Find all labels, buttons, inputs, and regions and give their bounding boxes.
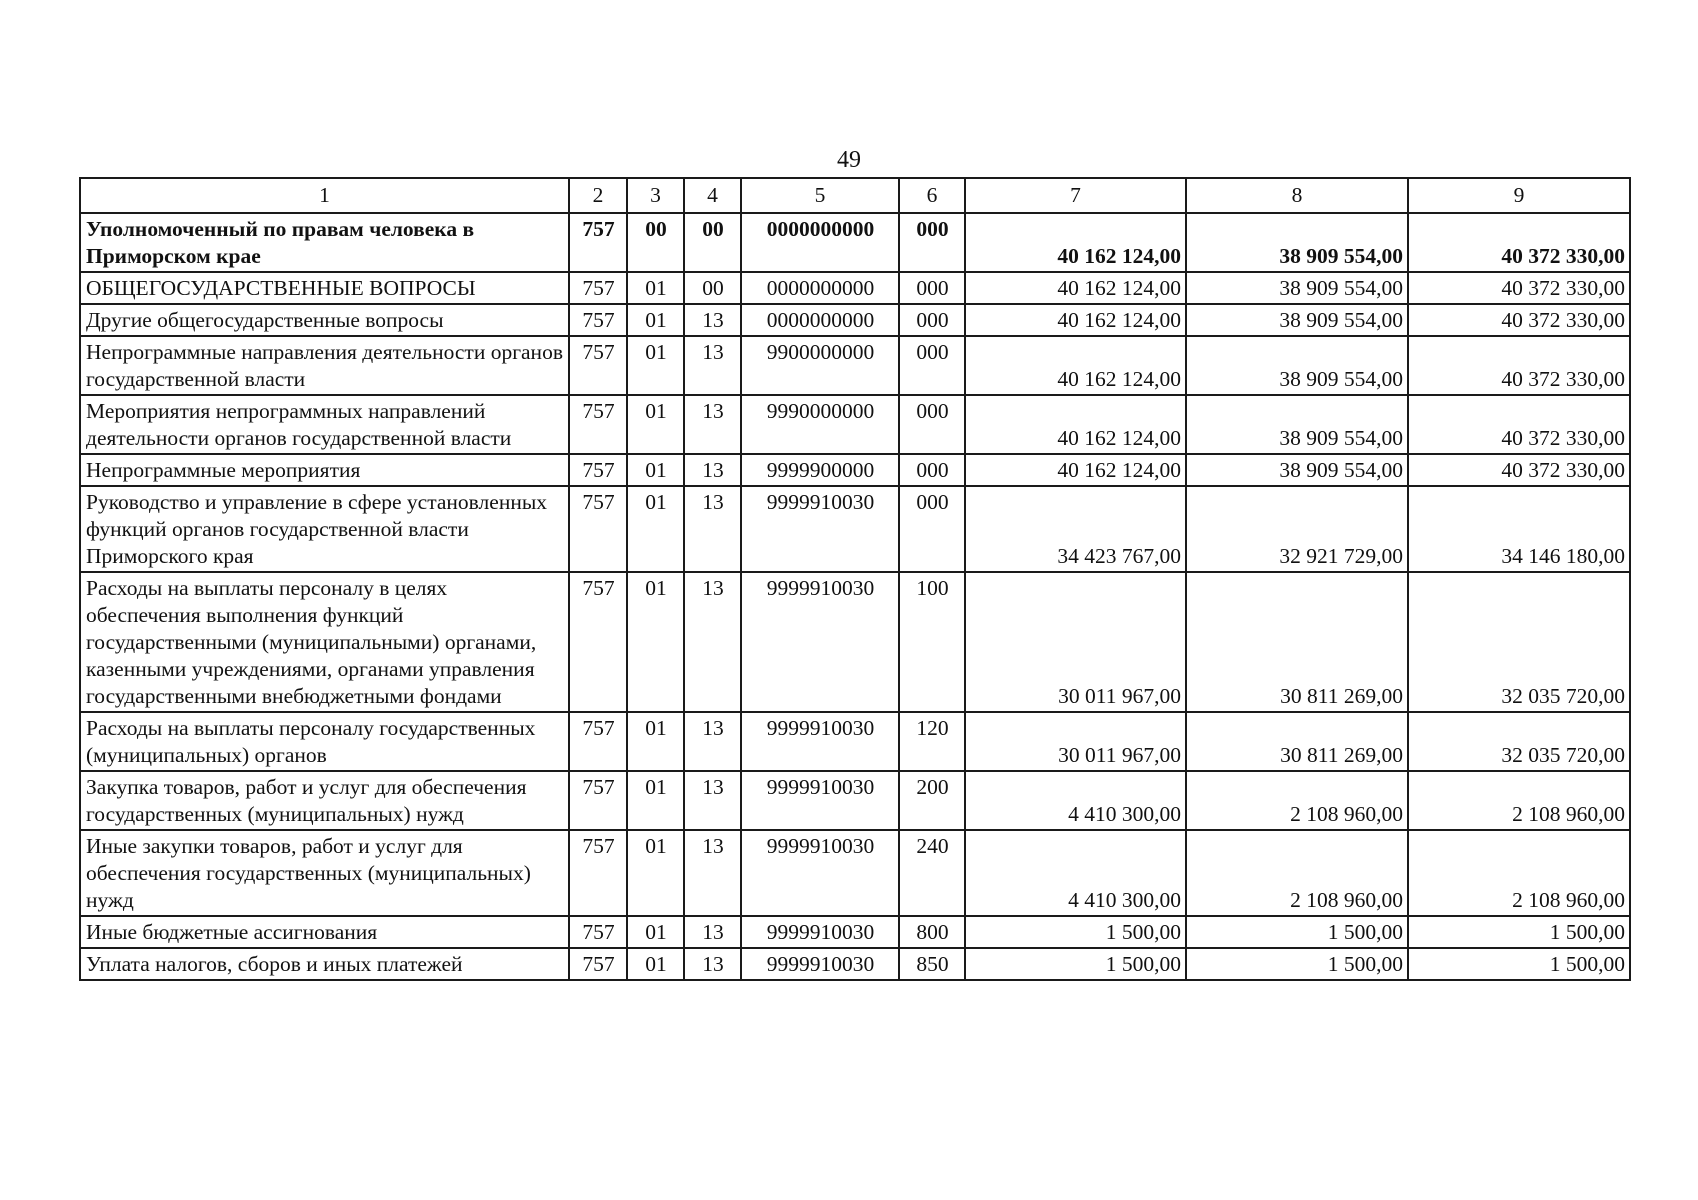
table-row <box>80 486 1630 572</box>
item-name-cell: Непрограммные мероприятия <box>80 454 569 486</box>
table-row <box>80 948 1630 980</box>
ministry-code-cell: 757 <box>569 213 627 272</box>
amount-column-9-cell: 40 372 330,00 <box>1408 395 1630 454</box>
table-row <box>80 304 1630 336</box>
target-article-cell: 9990000000 <box>741 395 899 454</box>
subsection-code-cell: 00 <box>684 213 741 272</box>
target-article-cell: 9999910030 <box>741 572 899 712</box>
item-name-cell: Иные закупки товаров, работ и услуг для обеспечения государственных (муниципальных) нужд <box>80 830 569 916</box>
section-code-cell: 01 <box>627 304 684 336</box>
expense-type-cell: 200 <box>899 771 965 830</box>
column-header: 1 <box>80 178 569 213</box>
section-code-cell: 00 <box>627 213 684 272</box>
subsection-code-cell: 00 <box>684 272 741 304</box>
expense-type-cell: 850 <box>899 948 965 980</box>
amount-column-8-cell: 1 500,00 <box>1186 948 1408 980</box>
subsection-code-cell: 13 <box>684 948 741 980</box>
amount-column-7-cell: 40 162 124,00 <box>965 213 1186 272</box>
amount-column-7-cell: 40 162 124,00 <box>965 304 1186 336</box>
table-row <box>80 272 1630 304</box>
item-name-cell: Расходы на выплаты персоналу государственных (муниципальных) органов <box>80 712 569 771</box>
amount-column-8-cell: 30 811 269,00 <box>1186 572 1408 712</box>
subsection-code-cell: 13 <box>684 916 741 948</box>
subsection-code-cell: 13 <box>684 572 741 712</box>
target-article-cell: 9999910030 <box>741 916 899 948</box>
section-code-cell: 01 <box>627 454 684 486</box>
ministry-code-cell: 757 <box>569 830 627 916</box>
table-row <box>80 213 1630 272</box>
target-article-cell: 0000000000 <box>741 304 899 336</box>
table-row <box>80 395 1630 454</box>
amount-column-7-cell: 30 011 967,00 <box>965 712 1186 771</box>
amount-column-7-cell: 4 410 300,00 <box>965 830 1186 916</box>
expense-type-cell: 000 <box>899 395 965 454</box>
column-header-row <box>80 178 1630 213</box>
target-article-cell: 0000000000 <box>741 213 899 272</box>
amount-column-7-cell: 40 162 124,00 <box>965 336 1186 395</box>
expense-type-cell: 100 <box>899 572 965 712</box>
item-name-cell: Другие общегосударственные вопросы <box>80 304 569 336</box>
amount-column-8-cell: 2 108 960,00 <box>1186 830 1408 916</box>
ministry-code-cell: 757 <box>569 486 627 572</box>
amount-column-8-cell: 32 921 729,00 <box>1186 486 1408 572</box>
subsection-code-cell: 13 <box>684 830 741 916</box>
ministry-code-cell: 757 <box>569 336 627 395</box>
ministry-code-cell: 757 <box>569 916 627 948</box>
item-name-cell: Уполномоченный по правам человека в Приморском крае <box>80 213 569 272</box>
section-code-cell: 01 <box>627 771 684 830</box>
expense-type-cell: 000 <box>899 486 965 572</box>
amount-column-9-cell: 32 035 720,00 <box>1408 572 1630 712</box>
amount-column-7-cell: 40 162 124,00 <box>965 272 1186 304</box>
subsection-code-cell: 13 <box>684 395 741 454</box>
table-row <box>80 916 1630 948</box>
amount-column-9-cell: 40 372 330,00 <box>1408 304 1630 336</box>
page-number: 49 <box>837 147 861 173</box>
table-row <box>80 712 1630 771</box>
amount-column-8-cell: 38 909 554,00 <box>1186 272 1408 304</box>
target-article-cell: 9999910030 <box>741 830 899 916</box>
amount-column-8-cell: 38 909 554,00 <box>1186 395 1408 454</box>
amount-column-8-cell: 38 909 554,00 <box>1186 213 1408 272</box>
subsection-code-cell: 13 <box>684 336 741 395</box>
table-row <box>80 336 1630 395</box>
target-article-cell: 9999910030 <box>741 948 899 980</box>
item-name-cell: ОБЩЕГОСУДАРСТВЕННЫЕ ВОПРОСЫ <box>80 272 569 304</box>
target-article-cell: 9999910030 <box>741 712 899 771</box>
item-name-cell: Закупка товаров, работ и услуг для обеспечения государственных (муниципальных) нужд <box>80 771 569 830</box>
item-name-cell: Мероприятия непрограммных направлений деятельности органов государственной власти <box>80 395 569 454</box>
amount-column-7-cell: 40 162 124,00 <box>965 454 1186 486</box>
amount-column-7-cell: 1 500,00 <box>965 916 1186 948</box>
amount-column-9-cell: 40 372 330,00 <box>1408 336 1630 395</box>
amount-column-9-cell: 32 035 720,00 <box>1408 712 1630 771</box>
expense-type-cell: 000 <box>899 304 965 336</box>
section-code-cell: 01 <box>627 272 684 304</box>
column-header: 6 <box>899 178 965 213</box>
expense-type-cell: 240 <box>899 830 965 916</box>
amount-column-9-cell: 1 500,00 <box>1408 916 1630 948</box>
subsection-code-cell: 13 <box>684 712 741 771</box>
expense-type-cell: 000 <box>899 213 965 272</box>
table-body <box>80 178 1630 980</box>
expense-type-cell: 000 <box>899 454 965 486</box>
amount-column-8-cell: 1 500,00 <box>1186 916 1408 948</box>
amount-column-9-cell: 2 108 960,00 <box>1408 771 1630 830</box>
budget-table <box>79 177 1631 981</box>
ministry-code-cell: 757 <box>569 572 627 712</box>
ministry-code-cell: 757 <box>569 272 627 304</box>
amount-column-9-cell: 40 372 330,00 <box>1408 272 1630 304</box>
expense-type-cell: 800 <box>899 916 965 948</box>
ministry-code-cell: 757 <box>569 304 627 336</box>
amount-column-8-cell: 38 909 554,00 <box>1186 304 1408 336</box>
table-row <box>80 572 1630 712</box>
amount-column-9-cell: 34 146 180,00 <box>1408 486 1630 572</box>
table-row <box>80 771 1630 830</box>
amount-column-8-cell: 38 909 554,00 <box>1186 336 1408 395</box>
column-header: 2 <box>569 178 627 213</box>
amount-column-8-cell: 2 108 960,00 <box>1186 771 1408 830</box>
section-code-cell: 01 <box>627 830 684 916</box>
column-header: 9 <box>1408 178 1630 213</box>
section-code-cell: 01 <box>627 572 684 712</box>
amount-column-9-cell: 40 372 330,00 <box>1408 454 1630 486</box>
subsection-code-cell: 13 <box>684 486 741 572</box>
item-name-cell: Непрограммные направления деятельности органов государственной власти <box>80 336 569 395</box>
column-header: 5 <box>741 178 899 213</box>
subsection-code-cell: 13 <box>684 454 741 486</box>
amount-column-7-cell: 4 410 300,00 <box>965 771 1186 830</box>
section-code-cell: 01 <box>627 712 684 771</box>
amount-column-9-cell: 40 372 330,00 <box>1408 213 1630 272</box>
column-header: 4 <box>684 178 741 213</box>
section-code-cell: 01 <box>627 486 684 572</box>
table-row <box>80 454 1630 486</box>
section-code-cell: 01 <box>627 916 684 948</box>
subsection-code-cell: 13 <box>684 304 741 336</box>
section-code-cell: 01 <box>627 948 684 980</box>
target-article-cell: 9999910030 <box>741 771 899 830</box>
item-name-cell: Руководство и управление в сфере установленных функций органов государственной власти Приморского края <box>80 486 569 572</box>
item-name-cell: Расходы на выплаты персоналу в целях обеспечения выполнения функций государственными (муниципальными) органами, казенными учреждениями, органами управления государственными внебюджетными фондами <box>80 572 569 712</box>
item-name-cell: Иные бюджетные ассигнования <box>80 916 569 948</box>
column-header: 3 <box>627 178 684 213</box>
ministry-code-cell: 757 <box>569 948 627 980</box>
ministry-code-cell: 757 <box>569 712 627 771</box>
amount-column-9-cell: 2 108 960,00 <box>1408 830 1630 916</box>
target-article-cell: 9900000000 <box>741 336 899 395</box>
section-code-cell: 01 <box>627 336 684 395</box>
expense-type-cell: 000 <box>899 336 965 395</box>
target-article-cell: 9999900000 <box>741 454 899 486</box>
section-code-cell: 01 <box>627 395 684 454</box>
subsection-code-cell: 13 <box>684 771 741 830</box>
column-header: 7 <box>965 178 1186 213</box>
amount-column-7-cell: 30 011 967,00 <box>965 572 1186 712</box>
target-article-cell: 0000000000 <box>741 272 899 304</box>
expense-type-cell: 120 <box>899 712 965 771</box>
table-row <box>80 830 1630 916</box>
ministry-code-cell: 757 <box>569 771 627 830</box>
amount-column-7-cell: 1 500,00 <box>965 948 1186 980</box>
ministry-code-cell: 757 <box>569 395 627 454</box>
amount-column-7-cell: 40 162 124,00 <box>965 395 1186 454</box>
expense-type-cell: 000 <box>899 272 965 304</box>
target-article-cell: 9999910030 <box>741 486 899 572</box>
amount-column-9-cell: 1 500,00 <box>1408 948 1630 980</box>
item-name-cell: Уплата налогов, сборов и иных платежей <box>80 948 569 980</box>
amount-column-8-cell: 38 909 554,00 <box>1186 454 1408 486</box>
amount-column-8-cell: 30 811 269,00 <box>1186 712 1408 771</box>
ministry-code-cell: 757 <box>569 454 627 486</box>
amount-column-7-cell: 34 423 767,00 <box>965 486 1186 572</box>
column-header: 8 <box>1186 178 1408 213</box>
